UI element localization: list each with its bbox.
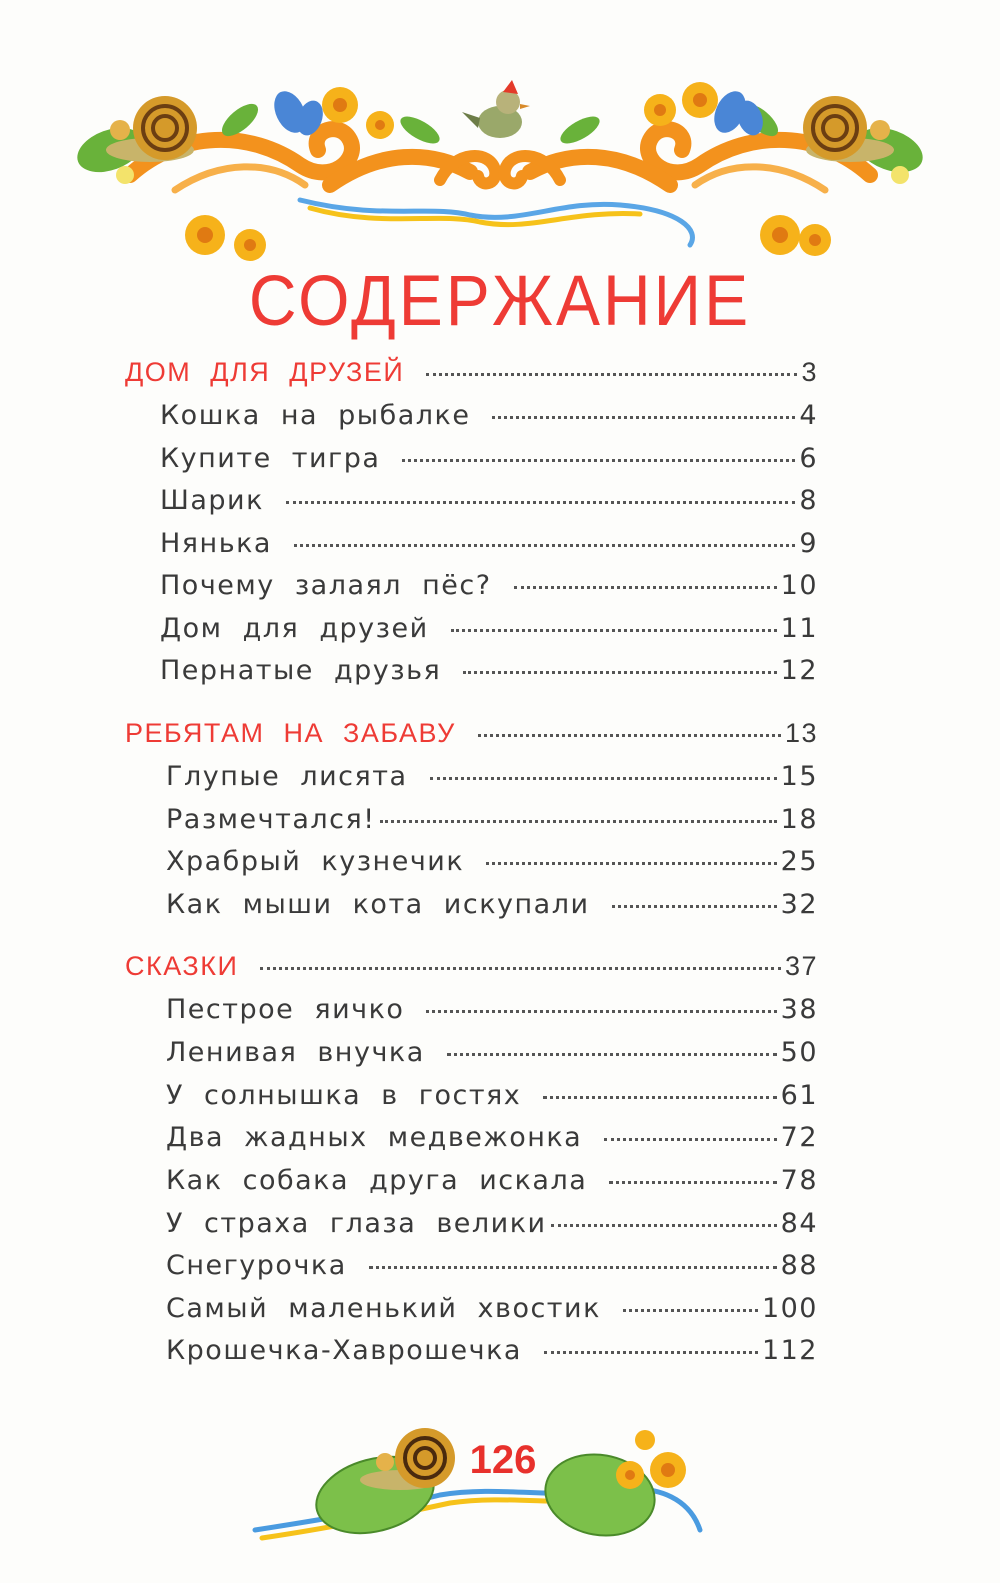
dot-leader bbox=[609, 1181, 776, 1184]
dot-leader bbox=[492, 416, 795, 419]
dot-leader bbox=[514, 586, 777, 589]
toc-entry-title: Размечтался! bbox=[166, 804, 376, 835]
header-ornament bbox=[0, 0, 1000, 270]
toc-entry-title: Ленивая внучка bbox=[166, 1037, 425, 1068]
dot-leader bbox=[369, 1266, 777, 1269]
toc-page-number: 72 bbox=[780, 1122, 818, 1153]
dot-leader bbox=[544, 1351, 758, 1354]
toc-entry-title: Снегурочка bbox=[166, 1250, 347, 1281]
toc-page-number: 25 bbox=[780, 846, 818, 877]
toc-page-number: 84 bbox=[780, 1208, 818, 1239]
dot-leader bbox=[543, 1096, 776, 1099]
toc-page-number: 61 bbox=[780, 1080, 818, 1111]
dot-leader bbox=[486, 862, 777, 865]
toc-entry-title: Как мыши кота искупали bbox=[166, 889, 590, 920]
toc-page-number: 13 bbox=[784, 718, 818, 748]
toc-page-number: 38 bbox=[780, 994, 818, 1025]
toc-entry-title: Дом для друзей bbox=[160, 613, 429, 644]
toc-entry[interactable] bbox=[166, 1037, 818, 1079]
toc-entry[interactable] bbox=[166, 761, 818, 803]
dot-leader bbox=[260, 967, 781, 970]
toc-entry-title: Глупые лисята bbox=[166, 761, 408, 792]
snail-icon bbox=[106, 96, 197, 162]
toc-page-number: 11 bbox=[780, 613, 818, 644]
dot-leader bbox=[430, 777, 777, 780]
toc-section[interactable] bbox=[125, 718, 818, 760]
dot-leader bbox=[402, 459, 795, 462]
toc-entry[interactable] bbox=[160, 528, 818, 570]
toc-entry[interactable] bbox=[166, 889, 818, 931]
toc-page-number: 15 bbox=[780, 761, 818, 792]
toc-entry-title: У солнышка в гостях bbox=[166, 1080, 522, 1111]
toc-entry[interactable] bbox=[166, 1293, 818, 1335]
toc-page-number: 9 bbox=[799, 528, 818, 559]
toc-page-number: 4 bbox=[799, 400, 818, 431]
dot-leader bbox=[447, 1053, 777, 1056]
toc-entry-title: У страха глаза велики bbox=[166, 1208, 547, 1239]
toc-entry-title: Шарик bbox=[160, 485, 264, 516]
toc-section[interactable] bbox=[125, 357, 818, 399]
dot-leader bbox=[426, 373, 797, 376]
toc-entry-title: Почему залаял пёс? bbox=[160, 570, 492, 601]
toc-entry-title: Два жадных медвежонка bbox=[166, 1122, 583, 1153]
toc-entry[interactable] bbox=[160, 400, 818, 442]
dot-leader bbox=[604, 1138, 776, 1141]
toc-entry[interactable] bbox=[160, 655, 818, 697]
toc-entry[interactable] bbox=[160, 613, 818, 655]
toc-entry-title: Кошка на рыбалке bbox=[160, 400, 471, 431]
toc-entry[interactable] bbox=[166, 1122, 818, 1164]
toc-page-number: 32 bbox=[780, 889, 818, 920]
toc-entry-title: Крошечка-Хаврошечка bbox=[166, 1335, 522, 1366]
toc-entry-title: Как собака друга искала bbox=[166, 1165, 588, 1196]
dot-leader bbox=[286, 501, 795, 504]
toc-entry-title: Купите тигра bbox=[160, 443, 381, 474]
dot-leader bbox=[551, 1224, 777, 1227]
bird-icon bbox=[462, 80, 530, 138]
toc-entry[interactable] bbox=[166, 1208, 818, 1250]
dot-leader bbox=[478, 734, 781, 737]
toc-section-title: СКАЗКИ bbox=[125, 951, 239, 981]
dot-leader bbox=[294, 544, 795, 547]
toc-entry[interactable] bbox=[166, 1335, 818, 1377]
toc-page-number: 6 bbox=[799, 443, 818, 474]
toc-entry-title: Нянька bbox=[160, 528, 272, 559]
toc-section[interactable] bbox=[125, 951, 818, 993]
toc-page-number: 112 bbox=[761, 1335, 818, 1366]
toc-entry[interactable] bbox=[166, 1250, 818, 1292]
toc-entry[interactable] bbox=[160, 485, 818, 527]
page-number: 126 bbox=[469, 1438, 537, 1482]
toc-section-title: РЕБЯТАМ НА ЗАБАВУ bbox=[125, 718, 456, 748]
toc-entry-title: Пестрое яичко bbox=[166, 994, 405, 1025]
toc-page-number: 50 bbox=[780, 1037, 818, 1068]
ribbon-icon bbox=[300, 200, 692, 245]
toc-page-number: 18 bbox=[780, 804, 818, 835]
flower-icon bbox=[616, 1430, 686, 1489]
toc-page-number: 10 bbox=[780, 570, 818, 601]
dot-leader bbox=[612, 905, 777, 908]
toc-page-number: 37 bbox=[784, 951, 818, 981]
dot-leader bbox=[623, 1309, 758, 1312]
toc-page-number: 100 bbox=[761, 1293, 818, 1324]
toc-entry[interactable] bbox=[166, 1165, 818, 1207]
toc-page-number: 78 bbox=[780, 1165, 818, 1196]
toc-section-title: ДОМ ДЛЯ ДРУЗЕЙ bbox=[125, 357, 405, 387]
toc-entry[interactable] bbox=[166, 846, 818, 888]
toc-entry[interactable] bbox=[166, 1080, 818, 1122]
page-title: СОДЕРЖАНИЕ bbox=[248, 260, 752, 340]
toc-page-number: 8 bbox=[799, 485, 818, 516]
toc-entry[interactable] bbox=[166, 994, 818, 1036]
dot-leader bbox=[426, 1010, 776, 1013]
toc-entry[interactable] bbox=[160, 570, 818, 612]
toc-entry[interactable] bbox=[160, 443, 818, 485]
toc-entry-title: Храбрый кузнечик bbox=[166, 846, 465, 877]
footer-ornament bbox=[0, 1400, 1000, 1580]
dot-leader bbox=[451, 629, 777, 632]
toc-page-number: 3 bbox=[801, 357, 818, 387]
toc-page-number: 88 bbox=[780, 1250, 818, 1281]
dot-leader bbox=[380, 820, 777, 823]
toc-entry[interactable] bbox=[166, 804, 818, 846]
toc-page-number: 12 bbox=[780, 655, 818, 686]
snail-icon bbox=[803, 96, 894, 162]
toc-entry-title: Пернатые друзья bbox=[160, 655, 442, 686]
toc-entry-title: Самый маленький хвостик bbox=[166, 1293, 601, 1324]
dot-leader bbox=[463, 671, 776, 674]
